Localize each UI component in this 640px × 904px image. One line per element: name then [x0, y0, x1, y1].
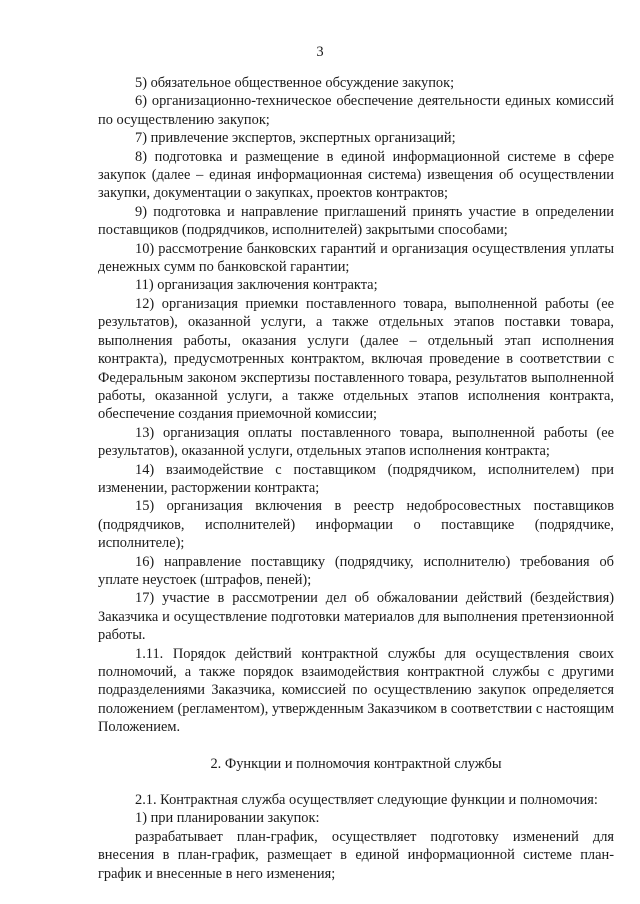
paragraph: 10) рассмотрение банковских гарантий и организация осуществления уплаты денежных сумм по банковской гарантии;	[98, 240, 614, 276]
paragraph: 11) организация заключения контракта;	[135, 277, 378, 294]
paragraph: 7) привлечение экспертов, экспертных организаций;	[135, 130, 456, 147]
paragraph: 15) организация включения в реестр недобросовестных поставщиков (подрядчиков, исполнителей) информации о поставщике (подрядчике, исполнителе);	[98, 498, 614, 552]
document-body	[98, 74, 614, 883]
section-heading: 2. Функции и полномочия контрактной службы	[210, 755, 502, 772]
paragraph: разрабатывает план-график, осуществляет подготовку изменений для внесения в план-график, размещает в единой информационной системе план-график и внесенные в него изменения;	[98, 828, 614, 882]
paragraph: 16) направление поставщику (подрядчику, исполнителю) требования об уплате неустоек (штрафов, пеней);	[98, 553, 614, 588]
paragraph: 14) взаимодействие с поставщиком (подрядчиком, исполнителем) при изменении, расторжении контракта;	[98, 461, 614, 496]
page-number: 3	[316, 44, 324, 60]
paragraph: 6) организационно-техническое обеспечение деятельности единых комиссий по осуществлению закупок;	[98, 93, 614, 128]
paragraph: 1.11. Порядок действий контрактной службы для осуществления своих полномочий, а также порядок взаимодействия контрактной службы с другими подразделениями Заказчика, комиссией по осуществлению закупок определяется положением (регламентом), утвержденным Заказчиком в соответствии с настоящим Положением.	[98, 645, 614, 736]
paragraph: 13) организация оплаты поставленного товара, выполненной работы (ее результатов), оказанной услуги, отдельных этапов исполнения контракта;	[98, 424, 614, 460]
paragraph: 12) организация приемки поставленного товара, выполненной работы (ее результатов), оказанной услуги, а также отдельных этапов поставки товара, выполнения работы, оказания услуги (далее – отдельный этап исполнения контракта), предусмотренных контрактом, включая проведение в соответствии с Федеральным законом экспертизы поставленного товара, результатов выполненной работы, оказанной услуги, а также отдельных этапов исполнения контракта, обеспечение создания приемочной комиссии;	[98, 295, 614, 423]
paragraph: 5) обязательное общественное обсуждение закупок;	[135, 75, 455, 91]
paragraph: 9) подготовка и направление приглашений принять участие в определении поставщиков (подрядчиков, исполнителей) закрытыми способами;	[98, 203, 614, 239]
paragraph: 1) при планировании закупок:	[135, 810, 320, 827]
paragraph: 8) подготовка и размещение в единой информационной системе в сфере закупок (далее – единая информационная система) извещения об осуществлении закупки, документации о закупках, проектов контрактов;	[98, 148, 614, 202]
paragraph: 2.1. Контрактная служба осуществляет следующие функции и полномочия:	[135, 792, 598, 809]
paragraph: 17) участие в рассмотрении дел об обжаловании действий (бездействия) Заказчика и осуществление подготовки материалов для выполнения претензионной работы.	[98, 590, 614, 644]
